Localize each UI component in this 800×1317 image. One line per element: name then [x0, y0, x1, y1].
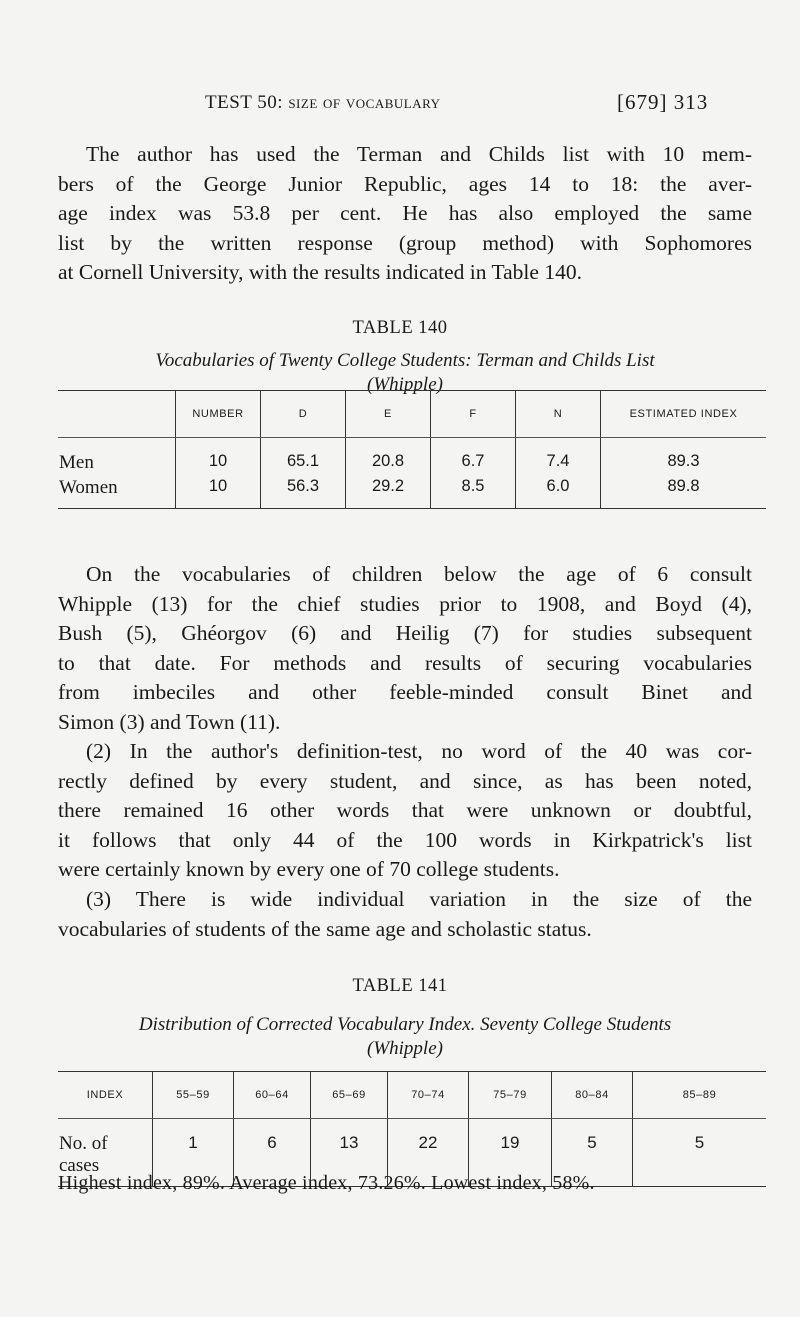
table-cell: 13	[311, 1119, 388, 1187]
page-number: [679] 313	[617, 90, 709, 114]
table-cell: 89.8	[601, 477, 767, 509]
text-line: age index was 53.8 per cent. He has also employed the same	[58, 201, 752, 226]
text-line: The author has used the Terman and Childs list with 10 mem-	[86, 142, 752, 166]
text-line: vocabularies of students of the same age and scholastic status.	[58, 916, 592, 941]
text-line: at Cornell University, with the results indicated in Table 140.	[58, 260, 582, 285]
table-header-cell: 70–74	[388, 1072, 469, 1119]
table-cell: 65.1	[261, 438, 346, 478]
text-line: Whipple (13) for the chief studies prior to 1908, and Boyd (4),	[58, 591, 752, 616]
running-head-title: size of vocabulary	[288, 92, 441, 113]
text-line: were certainly known by every one of 70 college students.	[58, 857, 560, 882]
table-header-row	[58, 391, 766, 438]
table-cell: 20.8	[346, 438, 431, 478]
table-cell: 6	[234, 1119, 311, 1187]
table-header-cell: F	[431, 391, 516, 438]
table-header-cell: ESTIMATED INDEX	[601, 391, 767, 438]
paragraph-variation	[58, 885, 752, 944]
table-header-cell: 65–69	[311, 1072, 388, 1119]
table-140-caption-source: (Whipple)	[367, 374, 443, 395]
table-141-caption-source: (Whipple)	[367, 1038, 443, 1059]
table-141-title: TABLE 141	[352, 976, 448, 996]
table-header-cell: 80–84	[552, 1072, 633, 1119]
table-cell: 1	[153, 1119, 234, 1187]
text-line: (2) In the author's definition-test, no word of the 40 was cor-	[86, 739, 752, 763]
table-cell: 5	[633, 1119, 767, 1187]
table-row	[58, 477, 766, 509]
table-cell: 89.3	[601, 438, 767, 478]
text-line: (3) There is wide individual variation in the size of the	[86, 887, 752, 911]
text-line: from imbeciles and other feeble-minded consult Binet and	[58, 680, 752, 705]
paragraph-children	[58, 560, 752, 738]
table-cell: 6.7	[431, 438, 516, 478]
table-header-cell: NUMBER	[176, 391, 261, 438]
table-header-cell: INDEX	[58, 1072, 153, 1119]
text-line: bers of the George Junior Republic, ages 14 to 18: the aver-	[58, 171, 752, 196]
table-row	[58, 438, 766, 478]
text-line: Bush (5), Ghéorgov (6) and Heilig (7) for studies subsequent	[58, 621, 752, 646]
table-cell: 10	[176, 477, 261, 509]
text-line: rectly defined by every student, and since, as has been noted,	[58, 768, 752, 793]
row-label: Women	[58, 477, 176, 509]
text-line: Simon (3) and Town (11).	[58, 709, 281, 734]
table-header-row	[58, 1072, 766, 1119]
running-head-test: TEST 50	[205, 92, 278, 113]
table-141-caption-line: Distribution of Corrected Vocabulary Index. Seventy College Students	[138, 1014, 672, 1035]
table-141	[58, 1071, 766, 1187]
table-cell: 10	[176, 438, 261, 478]
table-cell: 22	[388, 1119, 469, 1187]
table-140-caption-line: Vocabularies of Twenty College Students: Terman and Childs List	[155, 350, 655, 371]
paragraph-definition-test	[58, 737, 752, 885]
paragraph-intro	[58, 140, 752, 288]
table-cell: 7.4	[516, 438, 601, 478]
text-line: it follows that only 44 of the 100 words in Kirkpatrick's list	[58, 827, 752, 852]
row-label: No. of cases	[58, 1119, 153, 1187]
table-141-caption	[40, 1013, 770, 1061]
table-140	[58, 390, 766, 509]
table-cell: 19	[469, 1119, 552, 1187]
text-line: to that date. For methods and results of securing vocabularies	[58, 650, 752, 675]
table-header-cell: D	[261, 391, 346, 438]
table-header-cell: 55–59	[153, 1072, 234, 1119]
running-head: TEST 50: size of vocabulary	[205, 92, 441, 113]
table-cell: 6.0	[516, 477, 601, 509]
table-header-cell: 75–79	[469, 1072, 552, 1119]
row-label: Men	[59, 452, 94, 473]
table-140-title: TABLE 140	[352, 318, 448, 338]
text-line: On the vocabularies of children below the age of 6 consult	[86, 562, 752, 586]
table-header-cell: N	[516, 391, 601, 438]
table-header-cell	[58, 391, 176, 438]
table-cell: 56.3	[261, 477, 346, 509]
text-line: list by the written response (group method) with Sophomores	[58, 230, 752, 255]
text-line: there remained 16 other words that were unknown or doubtful,	[58, 798, 752, 823]
table-cell: 5	[552, 1119, 633, 1187]
table-header-cell: 60–64	[234, 1072, 311, 1119]
table-header-cell: E	[346, 391, 431, 438]
table-header-cell: 85–89	[633, 1072, 767, 1119]
table-cell: 29.2	[346, 477, 431, 509]
table-141-footnote: Highest index, 89%. Average index, 73.26%. Lowest index, 58%.	[58, 1172, 595, 1194]
table-cell: 8.5	[431, 477, 516, 509]
